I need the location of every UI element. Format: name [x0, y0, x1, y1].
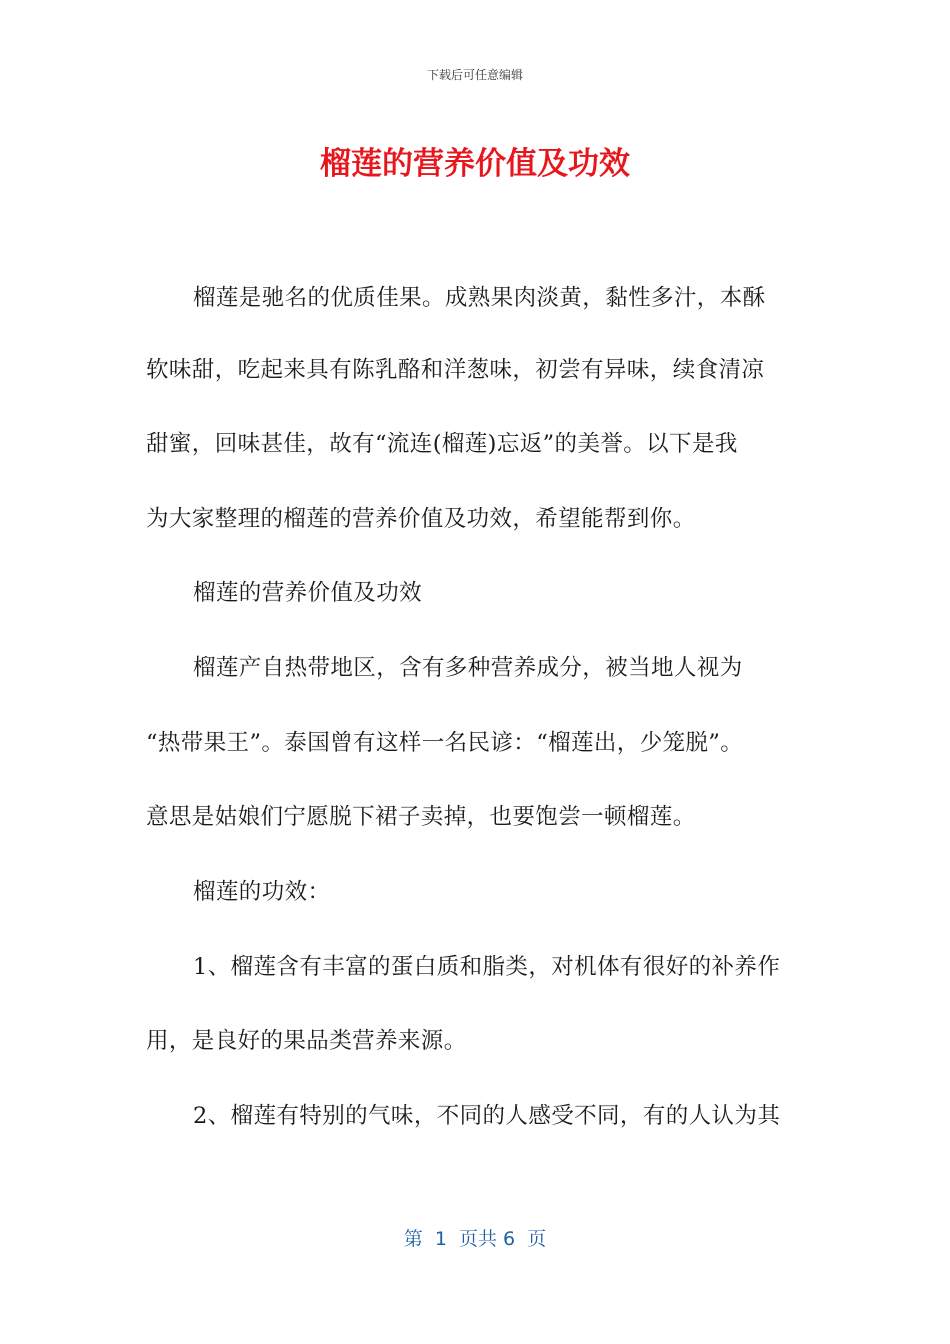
- list-item-line: 用，是良好的果品类营养来源。: [146, 1028, 467, 1054]
- paragraph-line: 意思是姑娘们宁愿脱下裙子卖掉，也要饱尝一顿榴莲。: [146, 804, 696, 830]
- paragraph-line: 为大家整理的榴莲的营养价值及功效，希望能帮到你。: [146, 506, 696, 532]
- section-heading: 榴莲的营养价值及功效: [193, 580, 423, 606]
- paragraph-line: 榴莲产自热带地区，含有多种营养成分，被当地人视为: [193, 655, 743, 681]
- page-number-footer: 第 1 页共 6 页: [403, 1228, 547, 1250]
- paragraph-line: 软味甜，吃起来具有陈乳酪和洋葱味，初尝有异味，续食清凉: [146, 357, 765, 383]
- document-title: 榴莲的营养价值及功效: [320, 146, 630, 182]
- list-item-line: 2、榴莲有特别的气味，不同的人感受不同，有的人认为其: [193, 1103, 781, 1129]
- paragraph-line: 榴莲是驰名的优质佳果。成熟果肉淡黄，黏性多汁，本酥: [193, 285, 766, 311]
- section-heading: 榴莲的功效：: [193, 879, 331, 905]
- paragraph-line: 甜蜜，回味甚佳，故有“流连(榴莲)忘返”的美誉。以下是我: [146, 431, 738, 457]
- paragraph-line: “热带果王”。泰国曾有这样一名民谚：“榴莲出，少笼脱”。: [146, 730, 744, 756]
- list-item-line: 1、榴莲含有丰富的蛋白质和脂类，对机体有很好的补养作: [193, 954, 781, 980]
- page-header-note: 下载后可任意编辑: [426, 68, 523, 82]
